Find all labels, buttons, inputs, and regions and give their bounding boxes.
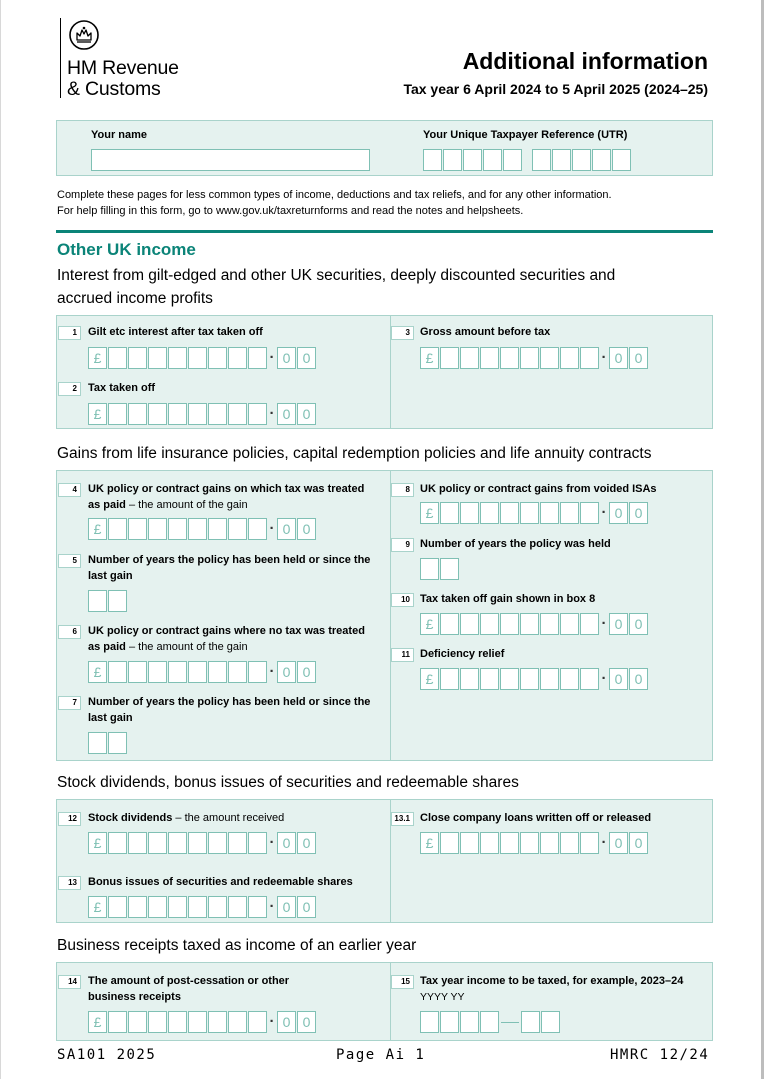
decimal-point: · bbox=[601, 670, 607, 687]
page-left-edge bbox=[0, 0, 1, 1079]
year-digit-cell[interactable] bbox=[521, 1011, 540, 1033]
pounds-digit-cell[interactable] bbox=[208, 661, 227, 683]
pounds-digit-cell[interactable] bbox=[440, 502, 459, 524]
decimal-point: · bbox=[269, 663, 275, 680]
pounds-digit-cell[interactable] bbox=[228, 896, 247, 918]
pence-digit-cell[interactable]: 0 bbox=[609, 502, 628, 524]
box-15-label: Tax year income to be taxed, for example, 2023–24 bbox=[420, 975, 684, 987]
box-14-label: The amount of post-cessation or other business receipts bbox=[88, 975, 290, 1003]
gilts-heading: Interest from gilt-edged and other UK securities, deeply discounted securities and accrued income profits bbox=[57, 267, 616, 307]
pounds-digit-cell[interactable] bbox=[148, 347, 167, 369]
box-8-amount[interactable] bbox=[420, 502, 649, 524]
pounds-digit-cell[interactable] bbox=[188, 661, 207, 683]
pounds-digit-cell[interactable] bbox=[460, 347, 479, 369]
box-14-amount[interactable] bbox=[88, 1011, 317, 1033]
decimal-point: · bbox=[269, 349, 275, 366]
panel-divider bbox=[390, 471, 391, 760]
utr-digit-cell[interactable] bbox=[612, 149, 631, 171]
pounds-digit-cell[interactable] bbox=[188, 403, 207, 425]
decimal-point: · bbox=[601, 349, 607, 366]
pound-sign-cell: £ bbox=[420, 668, 439, 690]
box-9-years[interactable] bbox=[420, 558, 460, 580]
pounds-digit-cell[interactable] bbox=[228, 661, 247, 683]
pounds-digit-cell[interactable] bbox=[460, 613, 479, 635]
pound-sign-cell: £ bbox=[88, 518, 107, 540]
pound-sign-cell: £ bbox=[88, 896, 107, 918]
pence-digit-cell[interactable]: 0 bbox=[297, 518, 316, 540]
box-11-label: Deficiency relief bbox=[420, 648, 505, 660]
pence-digit-cell[interactable]: 0 bbox=[629, 668, 648, 690]
box-6-label bbox=[88, 624, 378, 655]
pounds-digit-cell[interactable] bbox=[580, 347, 599, 369]
pounds-digit-cell[interactable] bbox=[520, 347, 539, 369]
pence-digit-cell[interactable]: 0 bbox=[297, 661, 316, 683]
box-7-label: Number of years the policy has been held or since the last gain bbox=[88, 696, 371, 724]
box-number: 9 bbox=[391, 538, 414, 552]
pounds-digit-cell[interactable] bbox=[188, 1011, 207, 1033]
hmrc-logo bbox=[60, 18, 179, 100]
decimal-point: · bbox=[601, 834, 607, 851]
pound-sign-cell: £ bbox=[420, 502, 439, 524]
pounds-digit-cell[interactable] bbox=[248, 403, 267, 425]
intro-line-2: For help filling in this form, go to www.gov.uk/taxreturnforms and read the notes and helpsheets. bbox=[57, 205, 524, 217]
life-insurance-heading: Gains from life insurance policies, capital redemption policies and life annuity contracts bbox=[57, 445, 652, 462]
pounds-digit-cell[interactable] bbox=[168, 832, 187, 854]
pound-sign-cell: £ bbox=[88, 403, 107, 425]
utr-digit-cell[interactable] bbox=[503, 149, 522, 171]
utr-digit-cell[interactable] bbox=[483, 149, 502, 171]
pence-digit-cell[interactable]: 0 bbox=[609, 832, 628, 854]
utr-digit-cell[interactable] bbox=[423, 149, 442, 171]
box-11-amount[interactable] bbox=[420, 668, 649, 690]
pounds-digit-cell[interactable] bbox=[460, 668, 479, 690]
pence-digit-cell[interactable]: 0 bbox=[277, 518, 296, 540]
pounds-digit-cell[interactable] bbox=[208, 832, 227, 854]
pounds-digit-cell[interactable] bbox=[560, 668, 579, 690]
pounds-digit-cell[interactable] bbox=[108, 403, 127, 425]
pound-sign-cell: £ bbox=[420, 613, 439, 635]
box-1-amount[interactable] bbox=[88, 347, 317, 369]
form-version: HMRC 12/24 bbox=[610, 1047, 710, 1063]
box-number: 4 bbox=[58, 483, 81, 497]
pounds-digit-cell[interactable] bbox=[248, 661, 267, 683]
pounds-digit-cell[interactable] bbox=[208, 1011, 227, 1033]
box-13-amount[interactable] bbox=[88, 896, 317, 918]
pounds-digit-cell[interactable] bbox=[228, 1011, 247, 1033]
pounds-digit-cell[interactable] bbox=[540, 832, 559, 854]
pounds-digit-cell[interactable] bbox=[208, 403, 227, 425]
utr-digit-cell[interactable] bbox=[572, 149, 591, 171]
pounds-digit-cell[interactable] bbox=[228, 403, 247, 425]
box-7-years[interactable] bbox=[88, 732, 128, 754]
box-8-label: UK policy or contract gains from voided ISAs bbox=[420, 483, 657, 495]
box-number: 13.1 bbox=[391, 812, 414, 826]
pounds-digit-cell[interactable] bbox=[228, 518, 247, 540]
year-separator-dash bbox=[501, 1022, 519, 1023]
organisation-name bbox=[67, 58, 179, 100]
pounds-digit-cell[interactable] bbox=[208, 347, 227, 369]
page-title: Additional information bbox=[462, 48, 708, 74]
pounds-digit-cell[interactable] bbox=[128, 518, 147, 540]
pence-digit-cell[interactable]: 0 bbox=[609, 613, 628, 635]
org-line-2: & Customs bbox=[67, 78, 161, 100]
form-id: SA101 2025 bbox=[57, 1047, 157, 1063]
box-number: 11 bbox=[391, 648, 414, 662]
pounds-digit-cell[interactable] bbox=[560, 502, 579, 524]
year-digit-cell[interactable] bbox=[108, 732, 127, 754]
pounds-digit-cell[interactable] bbox=[500, 502, 519, 524]
utr-input[interactable] bbox=[423, 149, 632, 171]
box-number: 13 bbox=[58, 876, 81, 890]
pounds-digit-cell[interactable] bbox=[188, 347, 207, 369]
pounds-digit-cell[interactable] bbox=[108, 347, 127, 369]
tax-year-subtitle: Tax year 6 April 2024 to 5 April 2025 (2024–25) bbox=[403, 81, 708, 97]
pounds-digit-cell[interactable] bbox=[440, 668, 459, 690]
pounds-digit-cell[interactable] bbox=[440, 613, 459, 635]
pence-digit-cell[interactable]: 0 bbox=[629, 613, 648, 635]
box-15-format-hint: YYYY YY bbox=[420, 991, 465, 1003]
pounds-digit-cell[interactable] bbox=[168, 403, 187, 425]
pounds-digit-cell[interactable] bbox=[188, 518, 207, 540]
pounds-digit-cell[interactable] bbox=[128, 347, 147, 369]
pounds-digit-cell[interactable] bbox=[148, 403, 167, 425]
pounds-digit-cell[interactable] bbox=[188, 896, 207, 918]
decimal-point: · bbox=[269, 898, 275, 915]
pounds-digit-cell[interactable] bbox=[208, 518, 227, 540]
year-digit-cell[interactable] bbox=[420, 1011, 439, 1033]
pounds-digit-cell[interactable] bbox=[480, 613, 499, 635]
pounds-digit-cell[interactable] bbox=[560, 613, 579, 635]
box-number: 3 bbox=[391, 326, 414, 340]
year-digit-cell[interactable] bbox=[108, 590, 127, 612]
utr-label: Your Unique Taxpayer Reference (UTR) bbox=[423, 129, 628, 141]
pounds-digit-cell[interactable] bbox=[108, 661, 127, 683]
pound-sign-cell: £ bbox=[88, 661, 107, 683]
utr-digit-cell[interactable] bbox=[532, 149, 551, 171]
pounds-digit-cell[interactable] bbox=[500, 668, 519, 690]
year-digit-cell[interactable] bbox=[440, 558, 459, 580]
pounds-digit-cell[interactable] bbox=[168, 661, 187, 683]
box-1-label: Gilt etc interest after tax taken off bbox=[88, 326, 263, 338]
pounds-digit-cell[interactable] bbox=[248, 347, 267, 369]
box-4-amount[interactable] bbox=[88, 518, 317, 540]
pounds-digit-cell[interactable] bbox=[248, 896, 267, 918]
year-digit-cell[interactable] bbox=[88, 732, 107, 754]
section-rule bbox=[56, 230, 713, 233]
pounds-digit-cell[interactable] bbox=[108, 896, 127, 918]
pounds-digit-cell[interactable] bbox=[248, 832, 267, 854]
box-number: 2 bbox=[58, 382, 81, 396]
utr-digit-cell[interactable] bbox=[592, 149, 611, 171]
business-receipts-panel bbox=[56, 962, 713, 1041]
box-3-label: Gross amount before tax bbox=[420, 326, 551, 338]
pounds-digit-cell[interactable] bbox=[228, 832, 247, 854]
box-number: 10 bbox=[391, 593, 414, 607]
pounds-digit-cell[interactable] bbox=[500, 347, 519, 369]
utr-digit-cell[interactable] bbox=[443, 149, 462, 171]
pence-digit-cell[interactable]: 0 bbox=[277, 661, 296, 683]
box-13-1-label: Close company loans written off or released bbox=[420, 812, 652, 824]
pence-digit-cell[interactable]: 0 bbox=[277, 347, 296, 369]
pence-digit-cell[interactable]: 0 bbox=[277, 896, 296, 918]
pounds-digit-cell[interactable] bbox=[168, 1011, 187, 1033]
box-6-amount[interactable] bbox=[88, 661, 317, 683]
year-digit-cell[interactable] bbox=[460, 1011, 479, 1033]
box-12-label-main: Stock dividends bbox=[88, 812, 173, 824]
pound-sign-cell: £ bbox=[88, 347, 107, 369]
box-number: 14 bbox=[58, 975, 81, 989]
box-4-label-suffix: – the amount of the gain bbox=[125, 498, 248, 511]
box-4-label-main: UK policy or contract gains on which tax was treated as paid bbox=[88, 483, 365, 511]
box-number: 6 bbox=[58, 625, 81, 639]
pounds-digit-cell[interactable] bbox=[540, 347, 559, 369]
pounds-digit-cell[interactable] bbox=[248, 1011, 267, 1033]
pounds-digit-cell[interactable] bbox=[168, 518, 187, 540]
pounds-digit-cell[interactable] bbox=[440, 347, 459, 369]
pound-sign-cell: £ bbox=[420, 347, 439, 369]
pounds-digit-cell[interactable] bbox=[148, 896, 167, 918]
pounds-digit-cell[interactable] bbox=[520, 613, 539, 635]
box-13-label: Bonus issues of securities and redeemable shares bbox=[88, 876, 353, 888]
pounds-digit-cell[interactable] bbox=[188, 832, 207, 854]
decimal-point: · bbox=[269, 1013, 275, 1030]
pounds-digit-cell[interactable] bbox=[520, 832, 539, 854]
pound-sign-cell: £ bbox=[88, 832, 107, 854]
pence-digit-cell[interactable]: 0 bbox=[297, 896, 316, 918]
pounds-digit-cell[interactable] bbox=[500, 832, 519, 854]
pounds-digit-cell[interactable] bbox=[580, 613, 599, 635]
pence-digit-cell[interactable]: 0 bbox=[277, 1011, 296, 1033]
box-2-label: Tax taken off bbox=[88, 382, 156, 394]
box-10-label: Tax taken off gain shown in box 8 bbox=[420, 593, 596, 605]
pounds-digit-cell[interactable] bbox=[148, 518, 167, 540]
stock-dividends-heading: Stock dividends, bonus issues of securities and redeemable shares bbox=[57, 774, 519, 791]
year-digit-cell[interactable] bbox=[541, 1011, 560, 1033]
box-number: 1 bbox=[58, 326, 81, 340]
box-number: 8 bbox=[391, 483, 414, 497]
box-10-amount[interactable] bbox=[420, 613, 649, 635]
box-3-amount[interactable] bbox=[420, 347, 649, 369]
box-5-label: Number of years the policy has been held or since the last gain bbox=[88, 554, 371, 582]
box-number: 7 bbox=[58, 696, 81, 710]
pounds-digit-cell[interactable] bbox=[480, 347, 499, 369]
pounds-digit-cell[interactable] bbox=[208, 896, 227, 918]
pounds-digit-cell[interactable] bbox=[520, 668, 539, 690]
decimal-point: · bbox=[269, 405, 275, 422]
section-title: Other UK income bbox=[57, 240, 196, 259]
pound-sign-cell: £ bbox=[420, 832, 439, 854]
pence-digit-cell[interactable]: 0 bbox=[297, 347, 316, 369]
pounds-digit-cell[interactable] bbox=[540, 613, 559, 635]
pounds-digit-cell[interactable] bbox=[540, 502, 559, 524]
year-digit-cell[interactable] bbox=[88, 590, 107, 612]
box-number: 12 bbox=[58, 812, 81, 826]
pounds-digit-cell[interactable] bbox=[580, 502, 599, 524]
pounds-digit-cell[interactable] bbox=[108, 1011, 127, 1033]
pounds-digit-cell[interactable] bbox=[148, 661, 167, 683]
pounds-digit-cell[interactable] bbox=[540, 668, 559, 690]
pounds-digit-cell[interactable] bbox=[440, 832, 459, 854]
pence-digit-cell[interactable]: 0 bbox=[297, 1011, 316, 1033]
box-15-tax-year[interactable] bbox=[420, 1011, 561, 1033]
life-insurance-panel bbox=[56, 470, 713, 761]
pounds-digit-cell[interactable] bbox=[128, 1011, 147, 1033]
pounds-digit-cell[interactable] bbox=[168, 896, 187, 918]
box-13-1-amount[interactable] bbox=[420, 832, 649, 854]
decimal-point: · bbox=[269, 520, 275, 537]
pounds-digit-cell[interactable] bbox=[148, 832, 167, 854]
decimal-point: · bbox=[269, 834, 275, 851]
page-number: Page Ai 1 bbox=[336, 1047, 426, 1063]
pounds-digit-cell[interactable] bbox=[148, 1011, 167, 1033]
pence-digit-cell[interactable]: 0 bbox=[277, 832, 296, 854]
pence-digit-cell[interactable]: 0 bbox=[629, 502, 648, 524]
pounds-digit-cell[interactable] bbox=[520, 502, 539, 524]
pence-digit-cell[interactable]: 0 bbox=[609, 347, 628, 369]
pounds-digit-cell[interactable] bbox=[460, 832, 479, 854]
stock-dividends-panel bbox=[56, 799, 713, 923]
pounds-digit-cell[interactable] bbox=[128, 661, 147, 683]
pence-digit-cell[interactable]: 0 bbox=[629, 347, 648, 369]
pounds-digit-cell[interactable] bbox=[460, 502, 479, 524]
gilts-panel bbox=[56, 315, 713, 429]
pounds-digit-cell[interactable] bbox=[128, 403, 147, 425]
intro-text bbox=[57, 187, 612, 219]
pounds-digit-cell[interactable] bbox=[108, 832, 127, 854]
pounds-digit-cell[interactable] bbox=[128, 832, 147, 854]
box-12-amount[interactable] bbox=[88, 832, 317, 854]
pounds-digit-cell[interactable] bbox=[560, 832, 579, 854]
year-digit-cell[interactable] bbox=[480, 1011, 499, 1033]
pounds-digit-cell[interactable] bbox=[580, 832, 599, 854]
pounds-digit-cell[interactable] bbox=[168, 347, 187, 369]
pounds-digit-cell[interactable] bbox=[108, 518, 127, 540]
intro-line-1: Complete these pages for less common types of income, deductions and tax reliefs, and for any other information. bbox=[57, 189, 612, 201]
box-5-years[interactable] bbox=[88, 590, 128, 612]
pence-digit-cell[interactable]: 0 bbox=[629, 832, 648, 854]
pounds-digit-cell[interactable] bbox=[480, 668, 499, 690]
box-6-label-main: UK policy or contract gains where no tax was treated as paid bbox=[88, 625, 365, 653]
box-6-label-suffix: – the amount of the gain bbox=[125, 640, 248, 653]
pence-digit-cell[interactable]: 0 bbox=[609, 668, 628, 690]
pence-digit-cell[interactable]: 0 bbox=[277, 403, 296, 425]
pounds-digit-cell[interactable] bbox=[248, 518, 267, 540]
pence-digit-cell[interactable]: 0 bbox=[297, 403, 316, 425]
pound-sign-cell: £ bbox=[88, 1011, 107, 1033]
pounds-digit-cell[interactable] bbox=[560, 347, 579, 369]
pounds-digit-cell[interactable] bbox=[500, 613, 519, 635]
pounds-digit-cell[interactable] bbox=[480, 832, 499, 854]
identity-panel bbox=[56, 120, 713, 176]
decimal-point: · bbox=[601, 615, 607, 632]
box-number: 15 bbox=[391, 975, 414, 989]
pence-digit-cell[interactable]: 0 bbox=[297, 832, 316, 854]
box-12-label bbox=[88, 811, 378, 827]
box-12-label-suffix: – the amount received bbox=[172, 812, 285, 824]
box-2-amount[interactable] bbox=[88, 403, 317, 425]
utr-digit-cell[interactable] bbox=[463, 149, 482, 171]
business-receipts-heading: Business receipts taxed as income of an earlier year bbox=[57, 937, 417, 954]
utr-digit-cell[interactable] bbox=[552, 149, 571, 171]
decimal-point: · bbox=[601, 504, 607, 521]
your-name-input[interactable] bbox=[91, 149, 370, 171]
org-line-1: HM Revenue bbox=[67, 57, 179, 79]
box-number: 5 bbox=[58, 554, 81, 568]
year-digit-cell[interactable] bbox=[440, 1011, 459, 1033]
year-digit-cell[interactable] bbox=[420, 558, 439, 580]
name-label: Your name bbox=[91, 129, 148, 141]
box-9-label: Number of years the policy was held bbox=[420, 538, 611, 550]
box-4-label bbox=[88, 482, 378, 513]
crown-crest-icon bbox=[69, 20, 99, 50]
pounds-digit-cell[interactable] bbox=[128, 896, 147, 918]
pounds-digit-cell[interactable] bbox=[480, 502, 499, 524]
pounds-digit-cell[interactable] bbox=[580, 668, 599, 690]
pounds-digit-cell[interactable] bbox=[228, 347, 247, 369]
